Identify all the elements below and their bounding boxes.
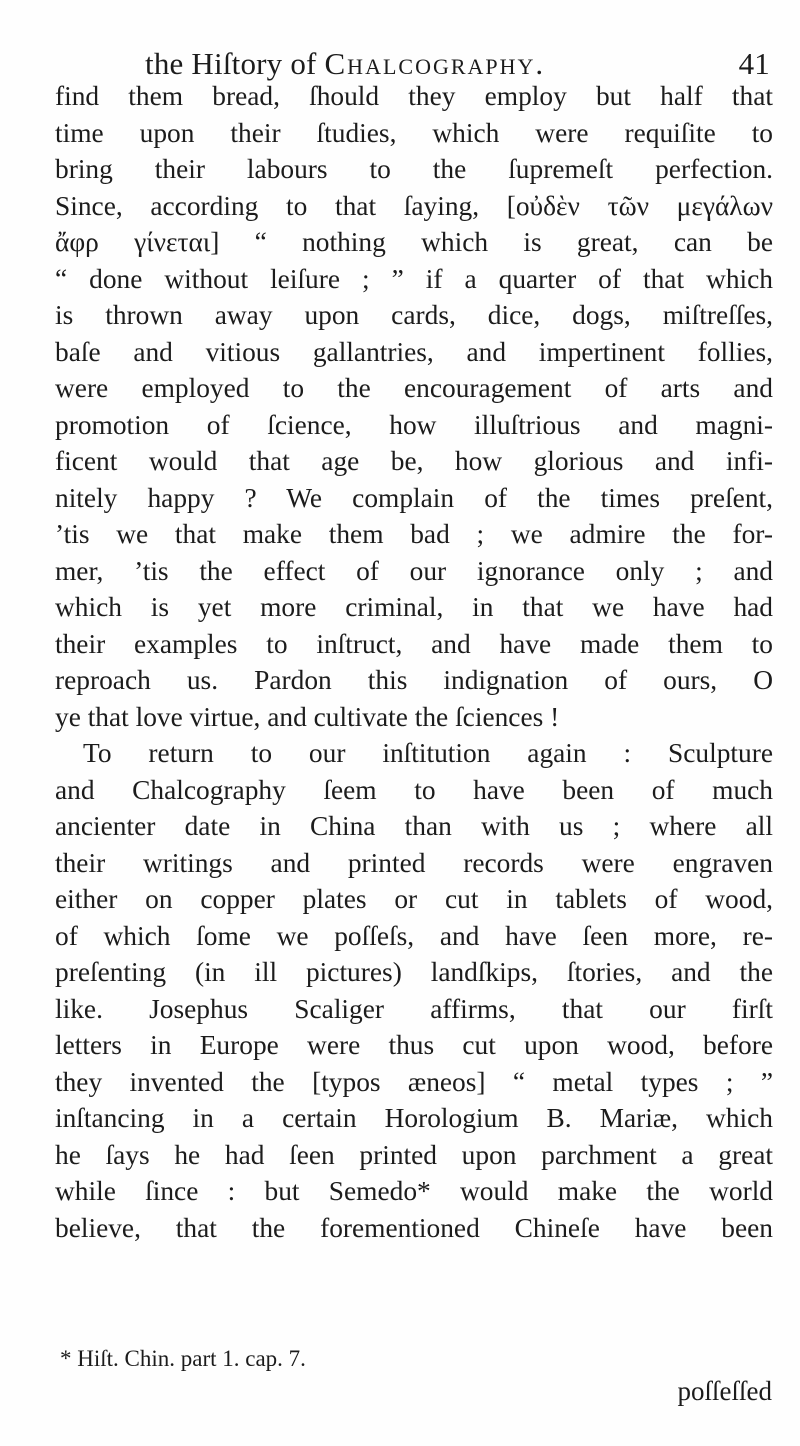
text-line: inſtancing in a certain Horologium B. Mariæ, which bbox=[55, 1103, 773, 1133]
text-line: which is yet more criminal, in that we have had bbox=[55, 592, 773, 622]
text-line: time upon their ſtudies, which were requiſite to bbox=[55, 117, 773, 148]
text-line: either on copper plates or cut in tablets of wood, bbox=[55, 884, 773, 914]
text-line: their writings and printed records were engraven bbox=[55, 847, 773, 878]
text-line: they invented the [typos æneos] “ metal types ; ” bbox=[55, 1066, 773, 1097]
running-title-smallcaps: Chalcography. bbox=[324, 46, 546, 81]
text-line: nitely happy ? We complain of the times preſent, bbox=[55, 482, 773, 513]
text-line: like. Josephus Scaliger affirms, that our firſt bbox=[55, 993, 773, 1024]
text-line: while ſince : but Semedo* would make the world bbox=[55, 1176, 773, 1206]
text-line: baſe and vitious gallantries, and impertinent follies, bbox=[55, 336, 773, 367]
text-line: is thrown away upon cards, dice, dogs, miſtreſſes, bbox=[55, 300, 773, 330]
text-line: ancienter date in China than with us ; where all bbox=[55, 811, 773, 841]
text-line: preſenting (in ill pictures) landſkips, ſtories, and the bbox=[55, 957, 773, 987]
footnote: * Hiſt. Chin. part 1. cap. 7. bbox=[60, 1346, 306, 1371]
text-line: letters in Europe were thus cut upon wood, before bbox=[55, 1030, 773, 1060]
catchword: poſſeſſed bbox=[677, 1376, 772, 1406]
page-number: 41 bbox=[738, 46, 770, 81]
text-line: “ done without leiſure ; ” if a quarter of that which bbox=[55, 263, 773, 294]
text-line: he ſays he had ſeen printed upon parchment a great bbox=[55, 1139, 773, 1170]
text-line: bring their labours to the ſupremeſt perfection. bbox=[55, 154, 773, 184]
text-line: Since, according to that ſaying, [οὐδὲν τῶν μεγάλων bbox=[55, 190, 773, 221]
text-line: and Chalcography ſeem to have been of much bbox=[55, 774, 773, 805]
running-title-text: the Hiſtory of bbox=[145, 46, 317, 81]
text-line: believe, that the forementioned Chineſe have been bbox=[55, 1212, 773, 1243]
text-line: ἄφρ γίνεται] “ nothing which is great, can be bbox=[55, 227, 773, 257]
text-line: find them bread, ſhould they employ but half that bbox=[55, 81, 773, 111]
body-text bbox=[55, 78, 773, 1246]
text-line: of which ſome we poſſeſs, and have ſeen more, re- bbox=[55, 920, 773, 951]
text-line: ’tis we that make them bad ; we admire the for- bbox=[55, 519, 773, 549]
text-line: mer, ’tis the effect of our ignorance only ; and bbox=[55, 555, 773, 586]
text-line: ficent would that age be, how glorious and infi- bbox=[55, 446, 773, 476]
running-head bbox=[145, 22, 775, 81]
text-line: their examples to inſtruct, and have made them to bbox=[55, 628, 773, 659]
text-line: promotion of ſcience, how illuſtrious and magni- bbox=[55, 409, 773, 440]
text-line: were employed to the encouragement of arts and bbox=[55, 373, 773, 403]
text-line: reproach us. Pardon this indignation of ours, O bbox=[55, 665, 773, 695]
text-line: ye that love virtue, and cultivate the ſciences ! bbox=[55, 701, 560, 732]
running-title bbox=[145, 46, 545, 82]
text-line: To return to our inſtitution again : Sculpture bbox=[83, 738, 773, 768]
